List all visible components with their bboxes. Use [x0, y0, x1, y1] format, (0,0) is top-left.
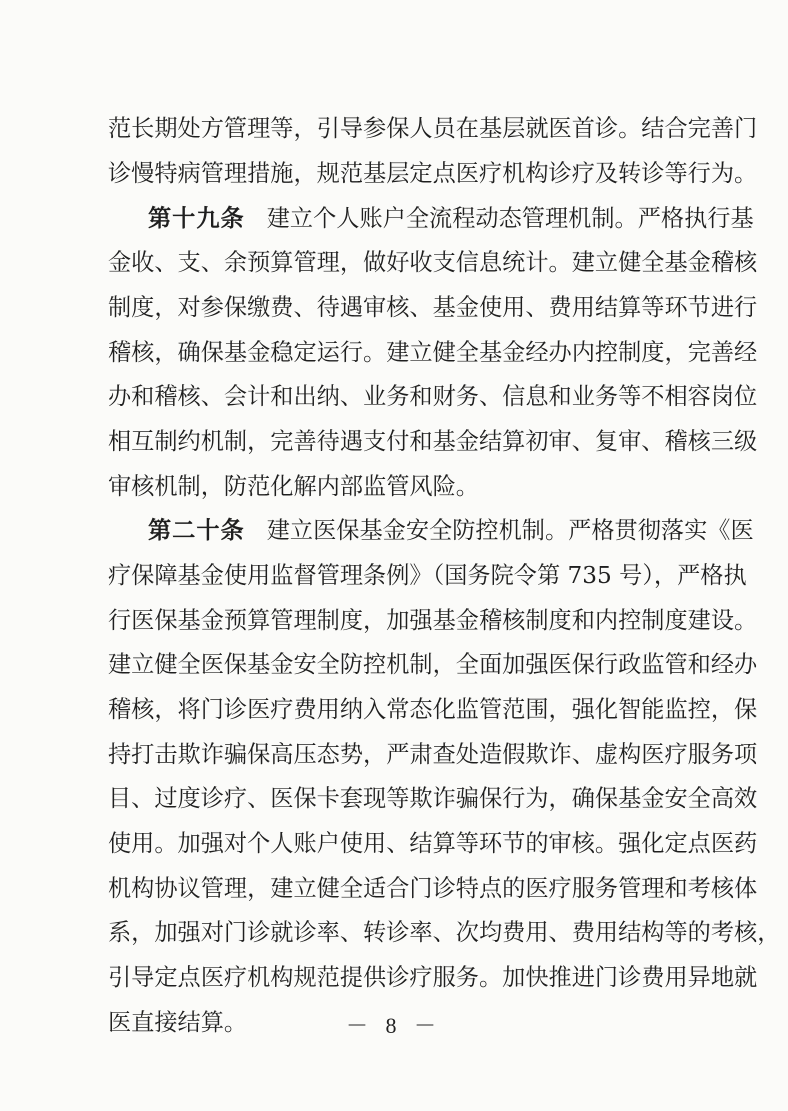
text-line: 机构协议管理，建立健全适合门诊特点的医疗服务管理和考核体 [108, 875, 758, 902]
text-line: 目、过度诊疗、医保卡套现等欺诈骗保行为，确保基金安全高效 [108, 785, 758, 812]
text-line: 系，加强对门诊就诊率、转诊率、次均费用、费用结构等的考核， [108, 919, 781, 946]
text-line: 稽核，确保基金稳定运行。建立健全基金经办内控制度，完善经 [108, 339, 758, 366]
text-line: 诊慢特病管理措施，规范基层定点医疗机构诊疗及转诊等行为。 [108, 160, 758, 187]
article-19-heading: 第十九条 [148, 205, 245, 232]
text-line: 办和稽核、会计和出纳、业务和财务、信息和业务等不相容岗位 [108, 383, 758, 410]
text-line: 相互制约机制，完善待遇支付和基金结算初审、复审、稽核三级 [108, 428, 758, 455]
text-line: 疗保障基金使用监督管理条例》（国务院令第 735 号），严格执 [108, 562, 747, 589]
text-line: 引导定点医疗机构规范提供诊疗服务。加快推进门诊费用异地就 [108, 964, 758, 991]
text-line: 金收、支、余预算管理，做好收支信息统计。建立健全基金稽核 [108, 249, 758, 276]
text-line: 审核机制，防范化解内部监管风险。 [108, 473, 479, 500]
text-line: 使用。加强对个人账户使用、结算等环节的审核。强化定点医药 [108, 830, 758, 857]
text-line: 医直接结算。 [108, 1009, 248, 1036]
text-line: 稽核，将门诊医疗费用纳入常态化监管范围，强化智能监控，保 [108, 696, 758, 723]
page-number: － 8 － [345, 1013, 442, 1038]
text-line: 行医保基金预算管理制度，加强基金稽核制度和内控制度建设。 [108, 607, 758, 634]
text-line: 制度，对参保缴费、待遇审核、基金使用、费用结算等环节进行 [108, 294, 758, 321]
text-line: 建立健全医保基金安全防控机制，全面加强医保行政监管和经办 [108, 651, 758, 678]
article-20-text: 建立医保基金安全防控机制。严格贯彻落实《医 [266, 517, 754, 544]
article-20-heading: 第二十条 [148, 517, 245, 544]
article-19-text: 建立个人账户全流程动态管理机制。严格执行基 [266, 205, 754, 232]
text-line: 范长期处方管理等，引导参保人员在基层就医首诊。结合完善门 [108, 115, 758, 142]
text-line: 持打击欺诈骗保高压态势，严肃查处造假欺诈、虚构医疗服务项 [108, 741, 758, 768]
article-20-line [148, 511, 754, 551]
article-19-line [148, 199, 754, 239]
